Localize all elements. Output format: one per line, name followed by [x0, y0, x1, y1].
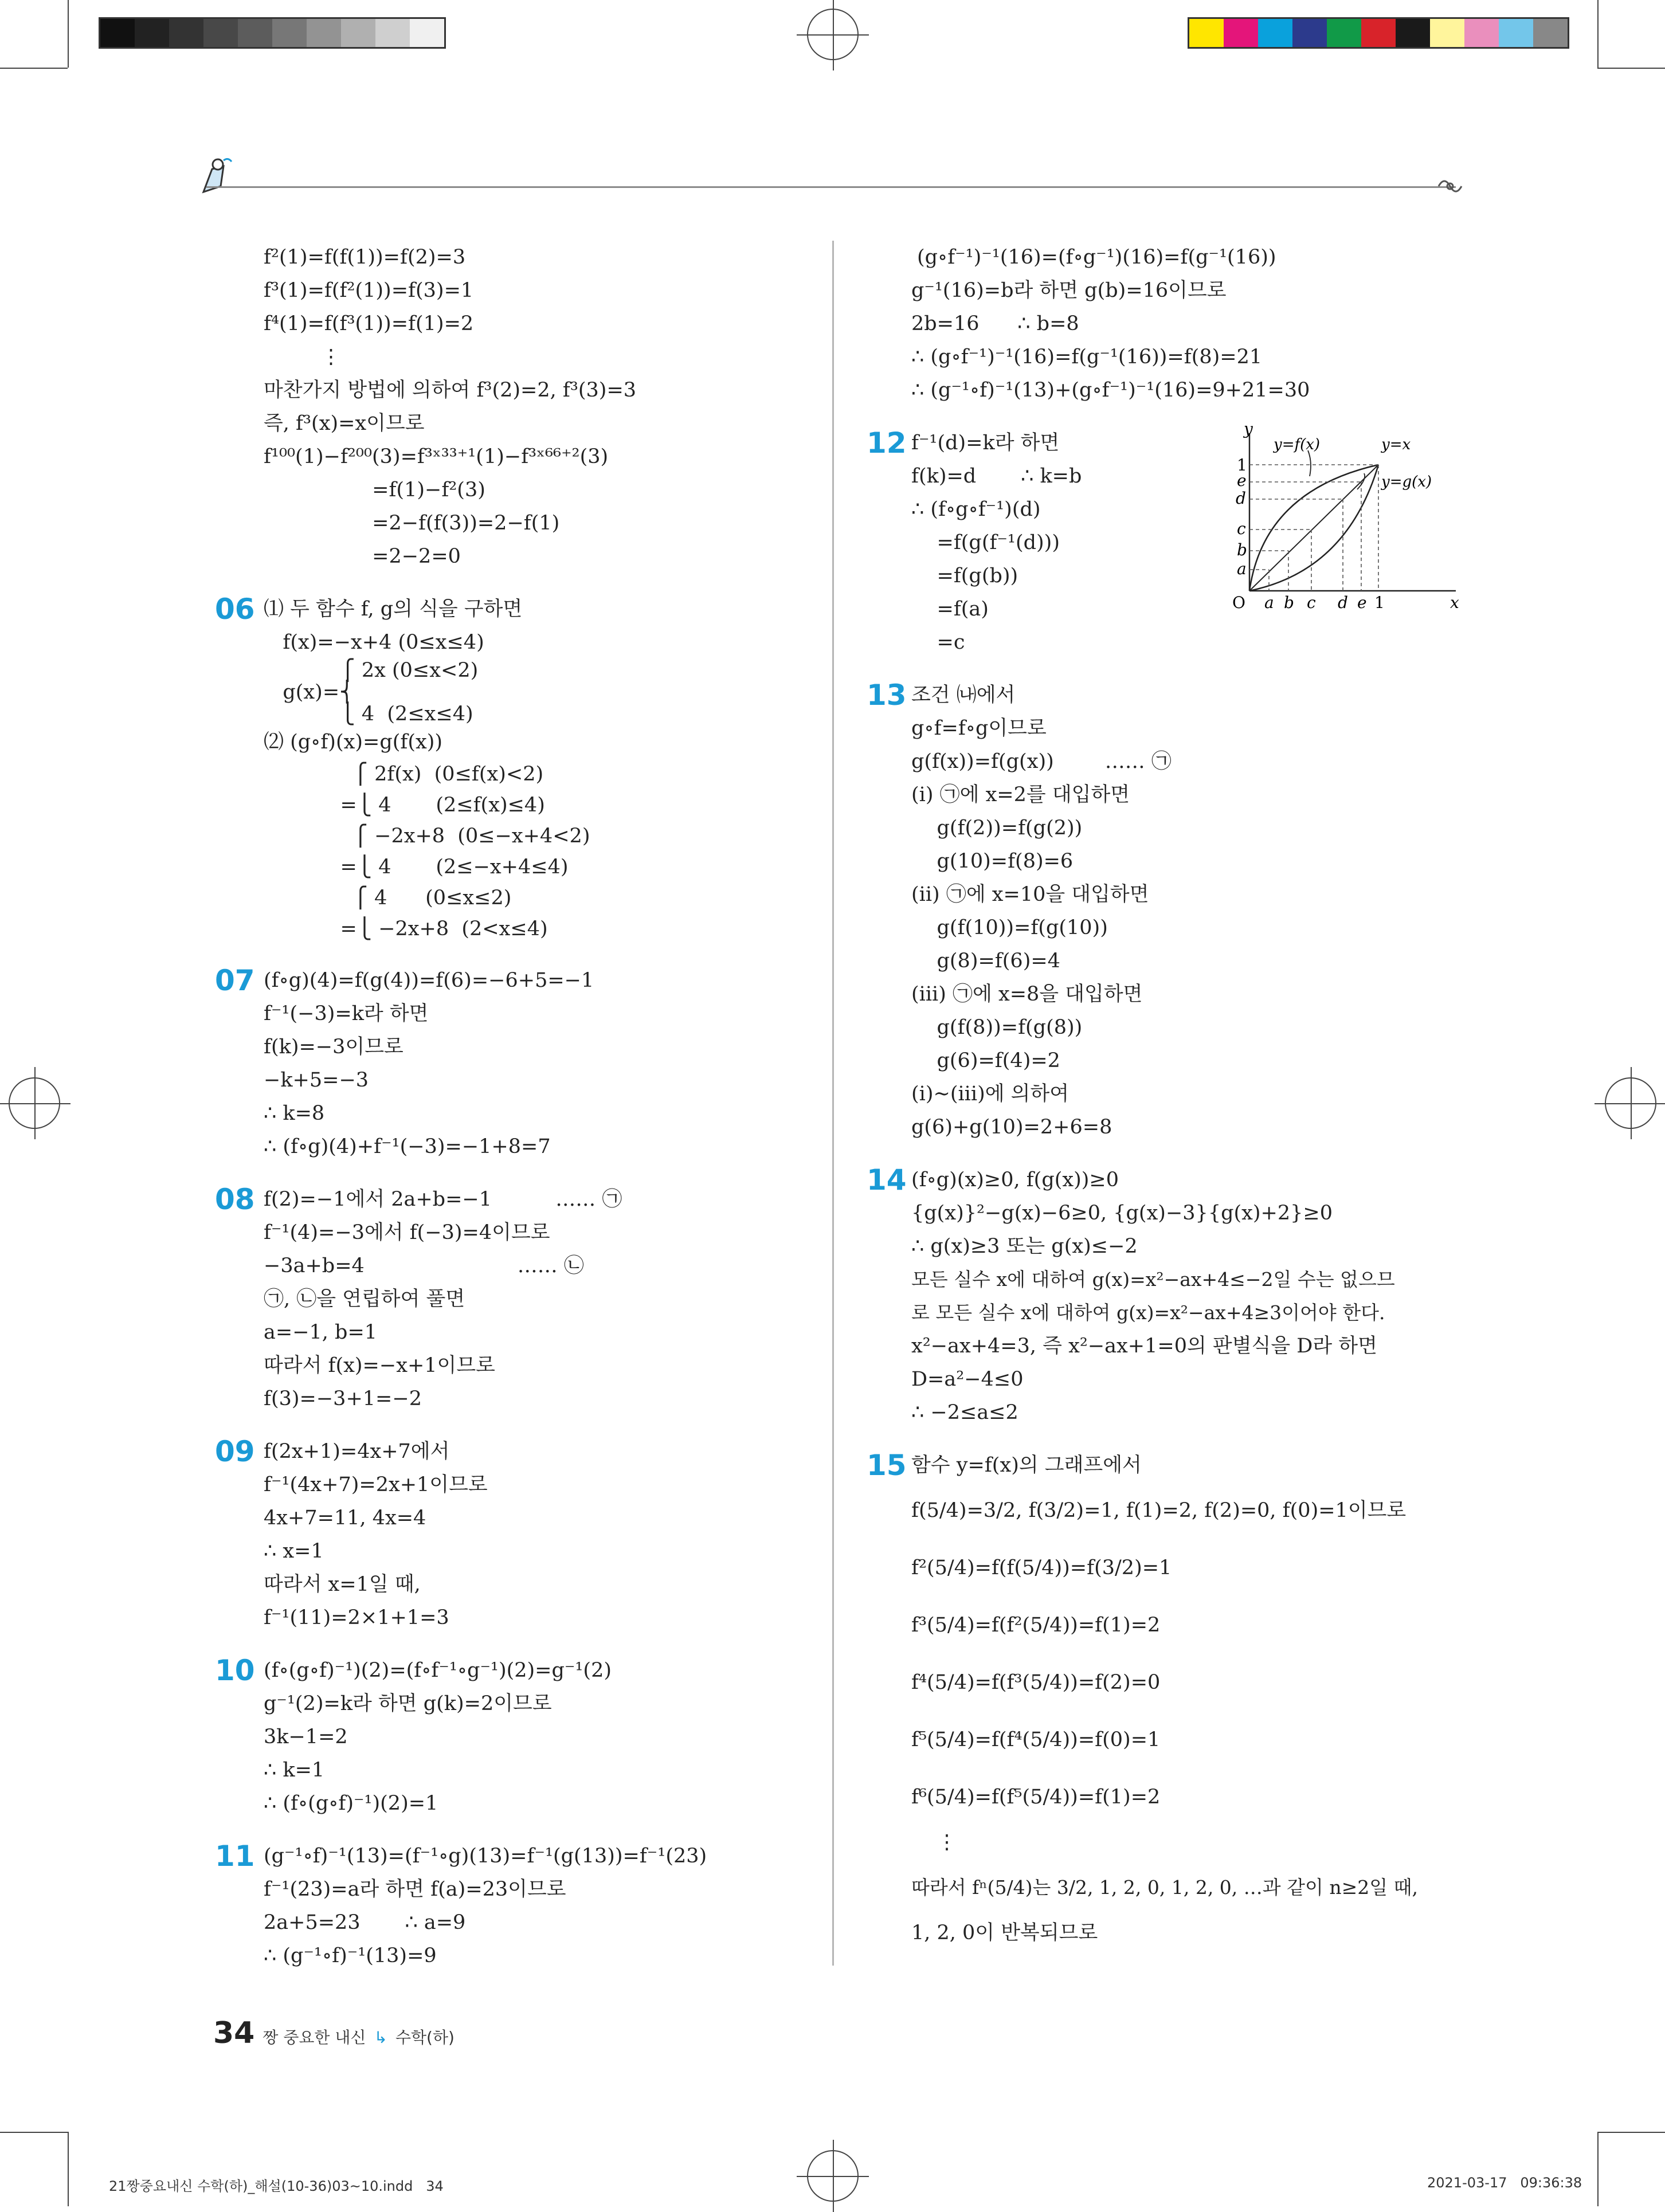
crop-mark — [68, 2132, 69, 2206]
solution-line: ⑴ 두 함수 f, g의 식을 구하면 — [264, 598, 523, 621]
curve-label-g: y=g(x) — [1381, 473, 1432, 491]
solution-line: g∘f=f∘g이므로 — [911, 717, 1047, 740]
problem-10 — [215, 1654, 814, 1820]
solution-line: =f(g(f⁻¹(d))) — [911, 531, 1060, 554]
book-title: 짱 중요한 내신 — [263, 2028, 366, 2047]
solution-line: f(2)=−1에서 2a+b=−1 …… ㉠ — [264, 1188, 622, 1211]
solution-line: f⁻¹(4x+7)=2x+1이므로 — [264, 1473, 488, 1496]
solution-line: (iii) ㉠에 x=8을 대입하면 — [911, 983, 1143, 1006]
solution-line: (g∘f⁻¹)⁻¹(16)=(f∘g⁻¹)(16)=f(g⁻¹(16)) — [917, 246, 1276, 269]
arrow-icon: ↳ — [374, 2028, 387, 2047]
solution-line: 따라서 f(x)=−x+1이므로 — [264, 1354, 495, 1377]
problem-15 — [867, 1449, 1484, 1950]
solution-line: (i)~(iii)에 의하여 — [911, 1083, 1069, 1105]
solution-line: g⁻¹(2)=k라 하면 g(k)=2이므로 — [264, 1692, 552, 1715]
y-axis-label: y — [1244, 422, 1253, 438]
problem-number: 15 — [867, 1449, 907, 1482]
x-tick-label: a — [1264, 593, 1274, 612]
solution-line: =c — [911, 631, 965, 654]
problem-number: 06 — [215, 593, 255, 626]
problem-number: 08 — [215, 1183, 255, 1216]
solution-line: g(f(2))=f(g(2)) — [911, 817, 1083, 840]
crop-mark — [1597, 0, 1599, 68]
function-graph — [1209, 422, 1467, 617]
solution-line: g(f(10))=f(g(10)) — [911, 916, 1108, 939]
x-tick-label: b — [1284, 593, 1294, 612]
solution-line: ⑵ (g∘f)(x)=g(f(x)) — [264, 731, 443, 754]
solution-line: f(x)=−x+4 (0≤x≤4) — [264, 631, 484, 654]
solution-line: 따라서 x=1일 때, — [264, 1573, 421, 1596]
solution-line: ∴ x=1 — [264, 1540, 324, 1563]
solution-line: g⁻¹(16)=b라 하면 g(b)=16이므로 — [911, 279, 1227, 302]
solution-line: ⎧ 2f(x) (0≤f(x)<2) — [264, 763, 544, 786]
print-timestamp: 2021-03-17 09:36:38 — [1427, 2175, 1582, 2191]
problem-06 — [215, 593, 814, 944]
curve-label-f: y=f(x) — [1274, 436, 1321, 453]
registration-mark-top — [807, 9, 859, 60]
solution-line: g(6)+g(10)=2+6=8 — [911, 1116, 1112, 1139]
solution-line: (i) ㉠에 x=2를 대입하면 — [911, 783, 1130, 806]
solution-line: f³(5/4)=f(f²(5/4))=f(1)=2 — [911, 1614, 1161, 1637]
solution-line: 로 모든 실수 x에 대하여 g(x)=x²−ax+4≥3이어야 한다. — [911, 1301, 1385, 1324]
solution-line: f(k)=−3이므로 — [264, 1036, 403, 1058]
solution-line: {g(x)}²−g(x)−6≥0, {g(x)−3}{g(x)+2}≥0 — [911, 1202, 1333, 1225]
solution-line: 3k−1=2 — [264, 1725, 348, 1748]
solution-line: g(f(8))=f(g(8)) — [911, 1016, 1083, 1039]
solution-line: (ii) ㉠에 x=10을 대입하면 — [911, 883, 1149, 906]
problem-number: 07 — [215, 964, 255, 997]
mascot-icon — [198, 152, 244, 198]
label-pointer — [1308, 450, 1311, 476]
solution-line: f⁻¹(23)=a라 하면 f(a)=23이므로 — [264, 1878, 566, 1901]
problem-number: 12 — [867, 426, 907, 460]
solution-line: ∴ (g⁻¹∘f)⁻¹(13)+(g∘f⁻¹)⁻¹(16)=9+21=30 — [911, 379, 1310, 402]
x-tick-label: d — [1338, 593, 1348, 612]
y-tick-label: 1 — [1237, 456, 1247, 474]
solution-line: g(10)=f(8)=6 — [911, 850, 1074, 873]
column-divider — [832, 241, 834, 1966]
solution-line: f⁵(5/4)=f(f⁴(5/4))=f(0)=1 — [911, 1728, 1161, 1751]
grayscale-bar — [99, 17, 446, 49]
solution-line: ㉠, ㉡을 연립하여 풀면 — [264, 1288, 465, 1311]
solution-line: 모든 실수 x에 대하여 g(x)=x²−ax+4≤−2일 수는 없으므 — [911, 1268, 1395, 1291]
problem-number: 14 — [867, 1163, 907, 1197]
problem-09 — [215, 1435, 814, 1634]
color-bar — [1188, 17, 1569, 49]
solution-line: 2b=16 ∴ b=8 — [911, 312, 1079, 335]
y-tick-label: d — [1236, 489, 1246, 508]
problem-number: 10 — [215, 1654, 255, 1687]
y-tick-label: a — [1237, 559, 1247, 578]
solution-line: f²(5/4)=f(f(5/4))=f(3/2)=1 — [911, 1556, 1172, 1579]
solution-line: =f(1)−f²(3) — [264, 479, 485, 501]
problem-number: 09 — [215, 1435, 255, 1468]
registration-mark-right — [1605, 1077, 1656, 1129]
solution-line: f²(1)=f(f(1))=f(2)=3 — [264, 246, 466, 269]
crop-mark — [1597, 2132, 1665, 2133]
x-tick-label: c — [1307, 593, 1316, 612]
problem-13 — [867, 678, 1484, 1144]
solution-line: ∴ (f∘g∘f⁻¹)(d) — [911, 498, 1041, 521]
crop-mark — [0, 2132, 68, 2133]
solution-line: ∴ g(x)≥3 또는 g(x)≤−2 — [911, 1235, 1138, 1258]
solution-line: a=−1, b=1 — [264, 1321, 378, 1344]
x-tick-label: 1 — [1374, 593, 1385, 612]
solution-line: ∴ (g⁻¹∘f)⁻¹(13)=9 — [264, 1944, 437, 1967]
solution-line: −k+5=−3 — [264, 1069, 369, 1092]
x-axis-label: x — [1450, 593, 1459, 612]
solution-line: ∴ k=8 — [264, 1102, 325, 1125]
subject-label: 수학(하) — [395, 2028, 455, 2047]
solution-line: ∴ −2≤a≤2 — [911, 1401, 1018, 1424]
solution-line: =f(g(b)) — [911, 564, 1018, 587]
solution-line: f⁴(5/4)=f(f³(5/4))=f(2)=0 — [911, 1671, 1161, 1694]
solution-line: (g⁻¹∘f)⁻¹(13)=(f⁻¹∘g)(13)=f⁻¹(g(13))=f⁻¹(23) — [264, 1845, 707, 1868]
problem-11 — [215, 1840, 814, 1972]
page-number: 34 — [213, 2016, 255, 2050]
crop-mark — [0, 68, 68, 69]
solution-line: (f∘g)(x)≥0, f(g(x))≥0 — [911, 1168, 1119, 1191]
solution-line: −3a+b=4 …… ㉡ — [264, 1254, 584, 1277]
solution-line: =⎩ 4 (2≤f(x)≤4) — [264, 794, 545, 817]
continued-solution — [264, 241, 814, 573]
solution-line: ∴ k=1 — [264, 1759, 325, 1782]
ribbon-icon — [1436, 175, 1464, 201]
solution-line: f⁴(1)=f(f³(1))=f(1)=2 — [264, 312, 474, 335]
solution-line: f(3)=−3+1=−2 — [264, 1387, 422, 1410]
solution-line: ⎧ 2x (0≤x<2) — [264, 659, 479, 682]
problem-number: 13 — [867, 678, 907, 712]
solution-line: f³(1)=f(f²(1))=f(3)=1 — [264, 279, 474, 302]
solution-line: 4x+7=11, 4x=4 — [264, 1507, 426, 1529]
solution-line: f(2x+1)=4x+7에서 — [264, 1440, 450, 1463]
solution-line: ⎧ −2x+8 (0≤−x+4<2) — [264, 825, 590, 848]
solution-line: 조건 ㈏에서 — [911, 684, 1016, 707]
solution-line: ⋮ — [321, 346, 341, 368]
solution-line: 함수 y=f(x)의 그래프에서 — [911, 1454, 1142, 1477]
origin-label: O — [1232, 593, 1245, 612]
y-tick-label: e — [1237, 471, 1247, 490]
right-column — [867, 241, 1484, 1950]
solution-line: (f∘g)(4)=f(g(4))=f(6)=−6+5=−1 — [264, 969, 594, 992]
solution-line: =f(a) — [911, 598, 989, 621]
solution-line: g(f(x))=f(g(x)) …… ㉠ — [911, 750, 1172, 773]
solution-line: =⎩ 4 (2≤−x+4≤4) — [264, 856, 569, 878]
solution-line: f(k)=d ∴ k=b — [911, 465, 1082, 488]
solution-line: =⎩ −2x+8 (2<x≤4) — [264, 917, 548, 940]
solution-line: ⎩ 4 (2≤x≤4) — [264, 703, 473, 725]
solution-line: g(x)=⎨ — [264, 681, 355, 704]
solution-line: 따라서 fⁿ(5/4)는 3/2, 1, 2, 0, 1, 2, 0, …과 같이 n≥2일 때, — [911, 1876, 1419, 1899]
problem-14 — [867, 1163, 1484, 1429]
solution-line: x²−ax+4=3, 즉 x²−ax+1=0의 판별식을 D라 하면 — [911, 1335, 1377, 1358]
solution-line: D=a²−4≤0 — [911, 1368, 1024, 1391]
crop-mark — [68, 0, 69, 68]
solution-line: =2−f(f(3))=2−f(1) — [264, 512, 560, 535]
crop-mark — [1597, 2132, 1599, 2206]
solution-line: ∴ (f∘g)(4)+f⁻¹(−3)=−1+8=7 — [264, 1135, 551, 1158]
x-tick-label: e — [1357, 593, 1367, 612]
solution-line: f¹⁰⁰(1)−f²⁰⁰(3)=f³ˣ³³⁺¹(1)−f³ˣ⁶⁶⁺²(3) — [264, 445, 609, 468]
solution-line: f⁻¹(4)=−3에서 f(−3)=4이므로 — [264, 1221, 550, 1244]
solution-line: (f∘(g∘f)⁻¹)(2)=(f∘f⁻¹∘g⁻¹)(2)=g⁻¹(2) — [264, 1659, 612, 1682]
header-rule — [206, 186, 1456, 188]
crop-mark — [1597, 68, 1665, 69]
solution-line: f⁻¹(11)=2×1+1=3 — [264, 1606, 449, 1629]
solution-line: 2a+5=23 ∴ a=9 — [264, 1911, 466, 1934]
problem-number: 11 — [215, 1840, 255, 1873]
problem-07 — [215, 964, 814, 1163]
solution-line: ∴ (f∘(g∘f)⁻¹)(2)=1 — [264, 1792, 438, 1815]
y-tick-label: b — [1237, 540, 1247, 559]
file-slug: 21짱중요내신 수학(하)_해설(10-36)03~10.indd 34 — [109, 2178, 444, 2194]
problem-12 — [867, 422, 1484, 659]
solution-line: 1, 2, 0이 반복되므로 — [911, 1921, 1098, 1944]
solution-line: f⁻¹(d)=k라 하면 — [911, 432, 1060, 454]
problem-08 — [215, 1183, 814, 1415]
page-footer — [213, 2016, 455, 2050]
solution-line: f(5/4)=3/2, f(3/2)=1, f(1)=2, f(2)=0, f(0)=1이므로 — [911, 1499, 1407, 1522]
solution-line: g(8)=f(6)=4 — [911, 950, 1060, 972]
solution-line: g(6)=f(4)=2 — [911, 1049, 1060, 1072]
curve-label-identity: y=x — [1381, 436, 1411, 453]
solution-line: f⁶(5/4)=f(f⁵(5/4))=f(1)=2 — [911, 1786, 1161, 1809]
registration-mark-left — [9, 1077, 60, 1129]
solution-line: =2−2=0 — [264, 545, 461, 568]
solution-line: ⎧ 4 (0≤x≤2) — [264, 887, 512, 909]
solution-line: 마찬가지 방법에 의하여 f³(2)=2, f³(3)=3 — [264, 379, 637, 402]
y-tick-label: c — [1237, 519, 1246, 538]
solution-line: f⁻¹(−3)=k라 하면 — [264, 1002, 429, 1025]
solution-line: 즉, f³(x)=x이므로 — [264, 412, 425, 435]
registration-mark-bottom — [807, 2150, 859, 2202]
solution-line: ⋮ — [911, 1831, 957, 1854]
solution-line: ∴ (g∘f⁻¹)⁻¹(16)=f(g⁻¹(16))=f(8)=21 — [911, 346, 1263, 368]
continued-solution — [911, 241, 1484, 407]
left-column — [215, 241, 814, 1972]
